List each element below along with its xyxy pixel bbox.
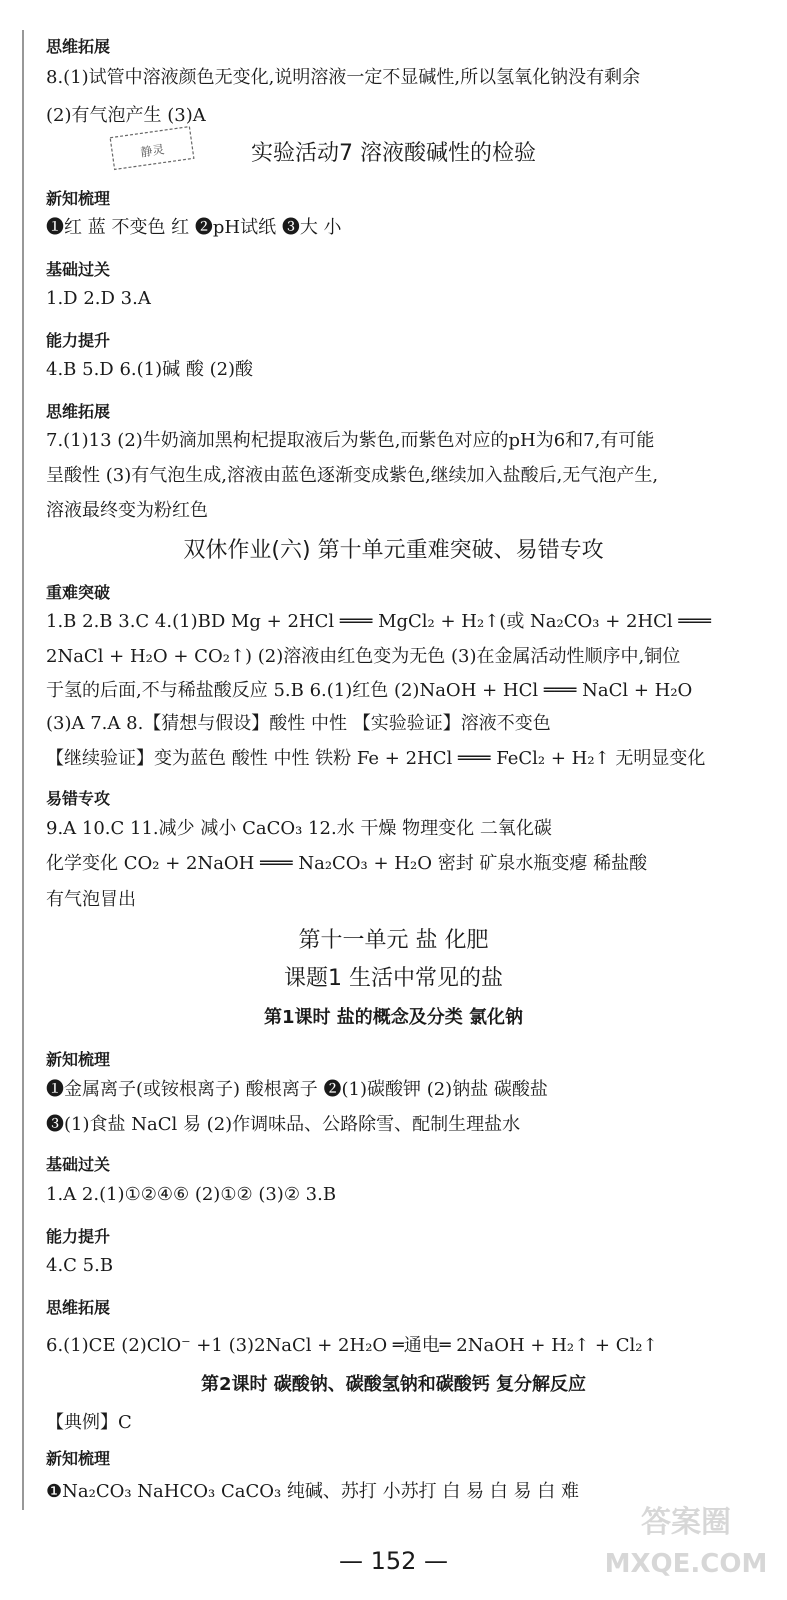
period-title: 第1课时 盐的概念及分类 氯化钠 [263, 1007, 524, 1028]
section-heading: 易错专攻 [46, 789, 111, 808]
answer-line: 有气泡冒出 [46, 889, 136, 910]
answer-line: ❶红 蓝 不变色 红 ❷pH试纸 ❸大 小 [46, 217, 342, 238]
answer-line: ❶金属离子(或铵根离子) 酸根离子 ❷(1)碳酸钾 (2)钠盐 碳酸盐 [46, 1079, 548, 1100]
lesson-title: 课题1 生活中常见的盐 [284, 966, 503, 991]
watermark-logo-icon [590, 1490, 780, 1590]
answer-line: 溶液最终变为粉红色 [46, 500, 208, 521]
section-heading: 基础过关 [46, 260, 111, 279]
answer-line: 9.A 10.C 11.减少 减小 CaCO₃ 12.水 干燥 物理变化 二氧化碳 [46, 818, 552, 839]
section-heading: 能力提升 [46, 331, 111, 350]
answer-line: 1.B 2.B 3.C 4.(1)BD Mg + 2HCl ═══ MgCl₂ + H₂↑(或 Na₂CO₃ + 2HCl ═══ [46, 611, 711, 632]
section-heading: 新知梳理 [46, 1050, 111, 1069]
section-heading: 新知梳理 [46, 189, 111, 208]
svg-text:MXQE.COM: MXQE.COM [604, 1549, 768, 1579]
section-heading: 重难突破 [46, 583, 111, 602]
answer-line: ❸(1)食盐 NaCl 易 (2)作调味品、公路除雪、配制生理盐水 [46, 1114, 521, 1135]
answer-line: 化学变化 CO₂ + 2NaOH ═══ Na₂CO₃ + H₂O 密封 矿泉水瓶变瘪 稀盐酸 [46, 853, 648, 874]
section-heading: 思维拓展 [46, 1298, 111, 1317]
answer-line: (2)有气泡产生 (3)A [46, 105, 206, 126]
binding-margin-line [22, 30, 24, 1510]
answer-line: 于氢的后面,不与稀盐酸反应 5.B 6.(1)红色 (2)NaOH + HCl ═══ NaCl + H₂O [46, 680, 693, 701]
answer-line: 2NaCl + H₂O + CO₂↑) (2)溶液由红色变为无色 (3)在金属活动性顺序中,铜位 [46, 646, 681, 667]
section-heading: 基础过关 [46, 1155, 111, 1174]
answer-line: 1.A 2.(1)①②④⑥ (2)①② (3)② 3.B [46, 1184, 337, 1205]
answer-line: 【继续验证】变为蓝色 酸性 中性 铁粉 Fe + 2HCl ═══ FeCl₂ + H₂↑ 无明显变化 [46, 748, 706, 769]
answer-line: 4.B 5.D 6.(1)碱 酸 (2)酸 [46, 359, 254, 380]
answer-line: 1.D 2.D 3.A [46, 288, 151, 309]
answer-line: 【典例】C [46, 1412, 132, 1433]
svg-text:答案圈: 答案圈 [641, 1505, 731, 1540]
section-title: 双休作业(六) 第十单元重难突破、易错专攻 [183, 538, 604, 563]
section-heading: 能力提升 [46, 1227, 111, 1246]
answer-line: 6.(1)CE (2)ClO⁻ +1 (3)2NaCl + 2H₂O ═通电═ 2NaOH + H₂↑ + Cl₂↑ [46, 1335, 658, 1356]
answer-line: 7.(1)13 (2)牛奶滴加黑枸杞提取液后为紫色,而紫色对应的pH为6和7,有可能 [46, 430, 655, 451]
unit-title: 第十一单元 盐 化肥 [298, 928, 489, 953]
section-heading: 思维拓展 [46, 402, 111, 421]
stamp-text: 静灵 [139, 142, 166, 160]
page-number: — 152 — [338, 1547, 449, 1575]
section-heading: 新知梳理 [46, 1449, 111, 1468]
answer-line: ❶Na₂CO₃ NaHCO₃ CaCO₃ 纯碱、苏打 小苏打 白 易 白 易 白 难 [46, 1481, 579, 1502]
answer-line: 8.(1)试管中溶液颜色无变化,说明溶液一定不显碱性,所以氢氧化钠没有剩余 [46, 67, 641, 88]
answer-line: 呈酸性 (3)有气泡生成,溶液由蓝色逐渐变成紫色,继续加入盐酸后,无气泡产生, [46, 465, 659, 486]
answer-line: (3)A 7.A 8.【猜想与假设】酸性 中性 【实验验证】溶液不变色 [46, 713, 551, 734]
section-title: 实验活动7 溶液酸碱性的检验 [251, 141, 536, 166]
answer-line: 4.C 5.B [46, 1255, 114, 1276]
section-heading: 思维拓展 [46, 37, 111, 56]
period-title: 第2课时 碳酸钠、碳酸氢钠和碳酸钙 复分解反应 [200, 1374, 587, 1395]
